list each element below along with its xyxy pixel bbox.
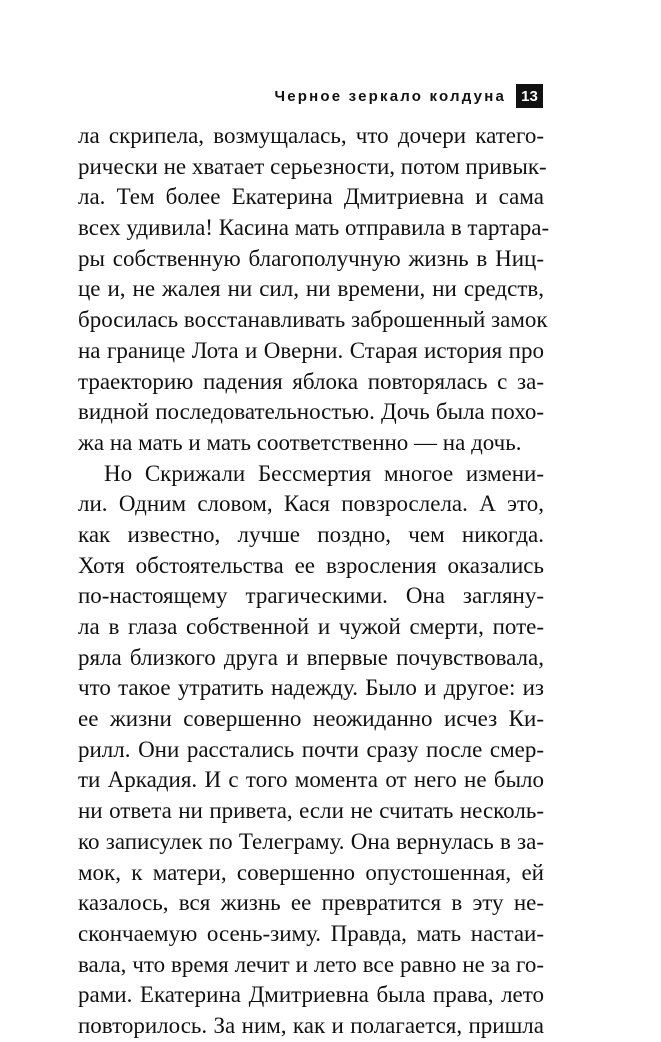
running-header bbox=[274, 84, 543, 108]
text-line: ни ответа ни привета, если не считать несколь- bbox=[78, 798, 544, 824]
text-line: мок, к матери, совершенно опустошенная, ей bbox=[78, 859, 544, 885]
text-line: ли. Одним словом, Кася повзрослела. А это, bbox=[78, 491, 544, 517]
body-text bbox=[78, 121, 550, 1042]
text-line: ряла близкого друга и впервые почувствовала, bbox=[78, 644, 544, 670]
text-line: Хотя обстоятельства ее взросления оказались bbox=[78, 552, 544, 578]
page-number: 13 bbox=[516, 84, 543, 108]
text-line: на границе Лота и Оверни. Старая история про bbox=[78, 337, 544, 363]
text-line: бросилась восстанавливать заброшенный замок bbox=[78, 307, 548, 333]
text-line: повторилось. За ним, как и полагается, пришла bbox=[78, 1012, 544, 1038]
text-line: жа на мать и мать соответственно — на дочь. bbox=[78, 429, 522, 455]
text-line: рами. Екатерина Дмитриевна была права, лето bbox=[78, 982, 544, 1008]
text-line: всех удивила! Касина мать отправила в тартара- bbox=[78, 215, 550, 241]
text-line: скончаемую осень-зиму. Правда, мать настаи- bbox=[78, 920, 544, 946]
text-line: ла. Тем более Екатерина Дмитриевна и сама bbox=[78, 184, 544, 210]
text-line: казалось, вся жизнь ее превратится в эту не- bbox=[78, 890, 544, 916]
text-line: как известно, лучше поздно, чем никогда. bbox=[78, 521, 544, 547]
text-line: вала, что время лечит и лето все равно не за го- bbox=[78, 951, 544, 977]
text-line: ко записулек по Телеграму. Она вернулась в за- bbox=[78, 828, 544, 854]
paragraph-1 bbox=[78, 121, 550, 459]
text-line: видной последовательностью. Дочь была похо- bbox=[78, 399, 544, 425]
text-line: рически не хватает серьезности, потом привык- bbox=[78, 153, 547, 179]
text-line: по-настоящему трагическими. Она загляну- bbox=[78, 583, 544, 609]
text-line: це и, не жалея ни сил, ни времени, ни средств, bbox=[78, 276, 544, 302]
running-title: Черное зеркало колдуна bbox=[274, 87, 506, 105]
text-line: ла скрипела, возмущалась, что дочери катего- bbox=[78, 123, 544, 148]
paragraph-2 bbox=[78, 459, 544, 1042]
text-line: что такое утратить надежду. Было и другое: из bbox=[78, 675, 544, 701]
text-line: ти Аркадия. И с того момента от него не было bbox=[78, 767, 544, 793]
text-line: ры собственную благополучную жизнь в Ниц- bbox=[78, 245, 544, 271]
text-line: траекторию падения яблока повторялась с за- bbox=[78, 368, 544, 394]
text-line: ла в глаза собственной и чужой смерти, поте- bbox=[78, 614, 544, 639]
text-line: рилл. Они расстались почти сразу после смер- bbox=[78, 736, 544, 762]
text-line: ее жизни совершенно неожиданно исчез Ки- bbox=[78, 706, 544, 732]
text-line: Но Скрижали Бессмертия многое измени- bbox=[104, 460, 544, 486]
